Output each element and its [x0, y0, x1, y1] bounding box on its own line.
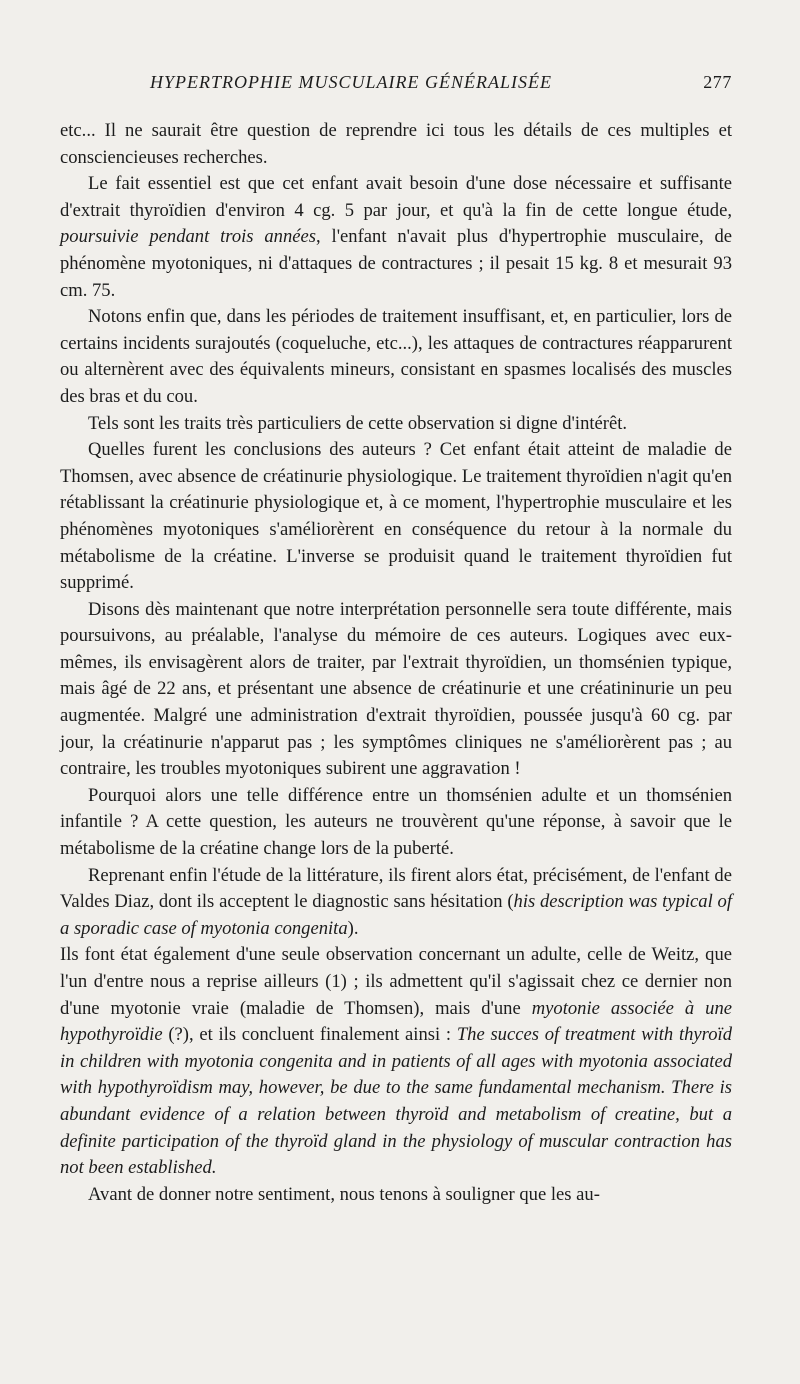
paragraph-text: Quelles furent les conclusions des auteurs ? Cet enfant était atteint de maladie de Thomsen, avec absence de créatinurie physiologique. Le traitement thyroïdien n'agit qu'en rétablissant la créatinurie physiologique et, à ce moment, l'hypertrophie musculaire et les phénomènes myotoniques s'améliorèrent en conséquence du retour à la normale du métabolisme de la créatine. L'inverse se produisit quand le traitement thyroïdien fut supprimé. — [60, 439, 732, 594]
italic-text: myotonie associée à une hypothyroïdie — [60, 997, 732, 1046]
italic-text: his description was typical of a sporadic case of myotonia congenita — [60, 891, 732, 939]
paragraph-text: Notons enfin que, dans les périodes de traitement insuffisant, et, en particulier, lors de certains incidents surajoutés (coqueluche, etc...), les attaques de contractures réapparurent ou alternèrent avec des équivalents mineurs, consistant en spasmes localisés des muscles des bras et du cou. — [60, 306, 732, 407]
paragraph-text: Disons dès maintenant que notre interprétation personnelle sera toute différente, mais poursuivons, au préalable, l'analyse du mémoire de ces auteurs. Logiques avec eux-mêmes, ils envisagèrent alors de traiter, par l'extrait thyroïdien, un thomsénien typique, mais âgé de 22 ans, et présentant une absence de créatinurie et une créatininurie un peu augmentée. Malgré une administration d'extrait thyroïdien, poussée jusqu'à 60 cg. par jour, la créatinurie n'apparut pas ; les symptômes cliniques ne s'améliorèrent pas ; au contraire, les troubles myotoniques subirent une aggravation ! — [60, 598, 732, 780]
paragraph-text: Ils font état également d'une seule observation concernant un adulte, celle de Weitz, que l'un d'entre nous a reprise ailleurs (1) ; ils admettent qu'il s'agissait chez ce dernier non d'une myotonie vraie (maladie de Thomsen), mais d'une — [60, 944, 732, 1019]
paragraph — [60, 783, 732, 863]
paragraph — [60, 863, 732, 943]
paragraph-text: Avant de donner notre sentiment, nous tenons à souligner que les au- — [88, 1183, 600, 1205]
paragraph-text: , l'enfant n'avait plus d'hypertrophie musculaire, de phénomène myotoniques, ni d'attaques de contractures ; il pesait 15 kg. 8 et mesurait 93 cm. 75. — [60, 226, 733, 301]
running-title: HYPERTROPHIE MUSCULAIRE GÉNÉRALISÉE — [150, 72, 552, 92]
paragraph-text: ). — [347, 917, 359, 939]
italic-text: poursuivie pendant trois années — [60, 226, 317, 248]
page-number: 277 — [703, 72, 732, 92]
paragraph — [60, 411, 732, 438]
paragraph — [60, 437, 732, 597]
paragraph — [60, 118, 732, 171]
paragraph-text: Reprenant enfin l'étude de la littérature, ils firent alors état, précisément, de l'enfant de Valdes Diaz, dont ils acceptent le diagnostic sans hésitation ( — [60, 864, 732, 913]
paragraph — [60, 171, 732, 304]
paragraph-text: Pourquoi alors une telle différence entre un thomsénien adulte et un thomsénien infantile ? A cette question, les auteurs ne trouvèrent qu'une réponse, à savoir que le métabolisme de la créatine change lors de la puberté. — [60, 784, 732, 860]
paragraph-text: (?), et ils concluent finalement ainsi : — [162, 1024, 457, 1046]
paragraph — [60, 304, 732, 410]
paragraph — [60, 1182, 732, 1209]
italic-quotation: The succes of treatment with thyroïd in children with myotonia congenita and in patients of all ages with myotonia associated with hypothyroïdism may, however, be due to the same fundamental mechanism. There is abundant evidence of a relation between thyroïd and metabolism of creatine, but a definite participation of the thyroïd gland in the physiology of muscular contraction has not been established. — [60, 1024, 732, 1179]
paragraph — [60, 597, 732, 783]
paragraph-text: Le fait essentiel est que cet enfant avait besoin d'une dose nécessaire et suffisante d'extrait thyroïdien d'environ 4 cg. 5 par jour, et qu'à la fin de cette longue étude, — [60, 173, 732, 221]
paragraph-text: Tels sont les traits très particuliers de cette observation si digne d'intérêt. — [88, 412, 628, 434]
body-text — [60, 118, 732, 1208]
paragraph-text: etc... Il ne saurait être question de reprendre ici tous les détails de ces multiples et consciencieuses recherches. — [60, 120, 732, 168]
running-header — [60, 72, 732, 102]
paragraph — [60, 942, 732, 1181]
